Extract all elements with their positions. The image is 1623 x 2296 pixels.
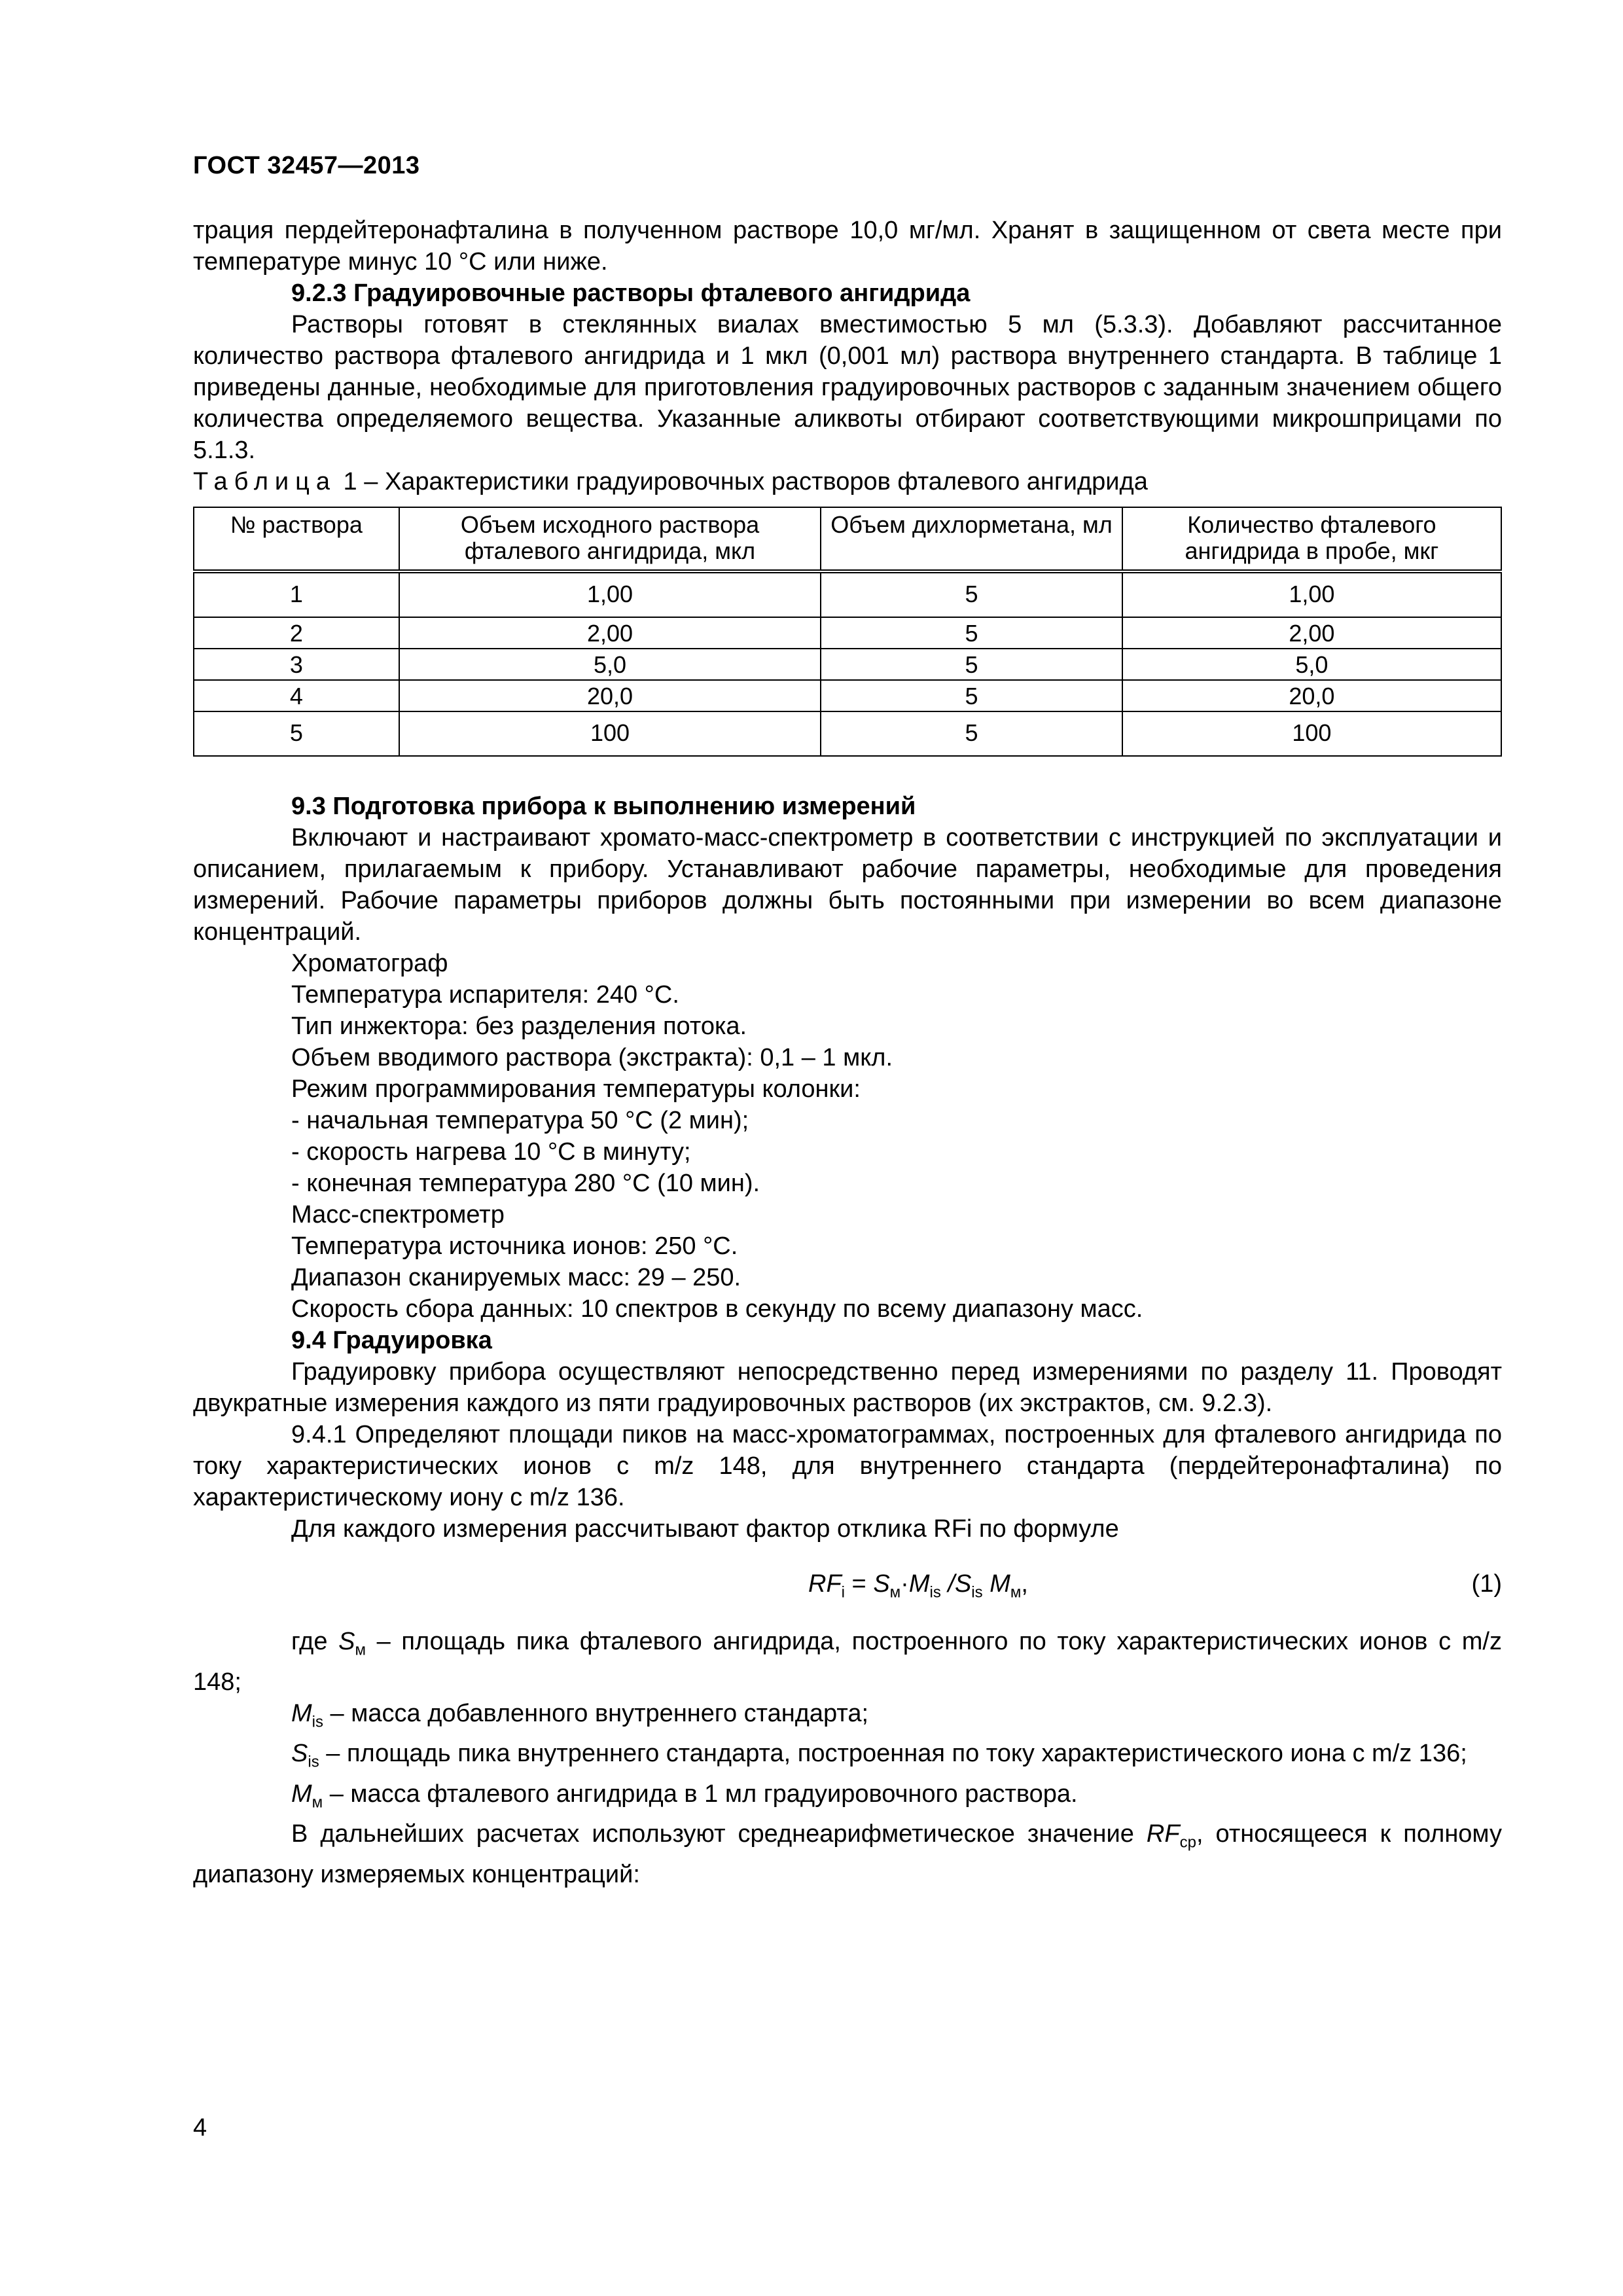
definition-item: где $S_м$ – площадь пика фталевого ангидрида, построенного по току характеристических ионов с m/z 148; — [193, 1628, 1502, 1696]
formula-intro: Для каждого измерения рассчитывают фактор отклика RFi по формуле — [291, 1515, 1119, 1543]
param-line: - конечная температура 280 °С (10 мин). — [291, 1170, 760, 1197]
table-caption — [193, 466, 1502, 497]
table-cell: 100 — [399, 711, 821, 756]
final-paragraph: В дальнейших расчетах используют среднеарифметическое значение $RF_{ср}$, относящееся к полному диапазону измеряемых концентраций: — [193, 1820, 1502, 1888]
table-row — [194, 617, 1501, 649]
table-row — [194, 680, 1501, 711]
table-cell: 5 — [821, 649, 1122, 680]
table-cell: 5 — [821, 680, 1122, 711]
calibration-table — [193, 507, 1502, 757]
table-cell: 1 — [194, 571, 399, 617]
table-cell: 4 — [194, 680, 399, 711]
section-text-9-4: Градуировку прибора осуществляют непосредственно перед измерениями по разделу 11. Проводят двукратные измерения каждого из пяти градуировочных растворов (их экстрактов, см. 9.2.3). — [193, 1358, 1502, 1417]
table-cell: 2,00 — [1122, 617, 1501, 649]
section-text-9-2-3: Растворы готовят в стеклянных виалах вместимостью 5 мл (5.3.3). Добавляют рассчитанное количество раствора фталевого ангидрида и 1 мкл (0,001 мл) раствора внутреннего стандарта. В таблице 1 приведены данные, необходимые для приготовления градуировочных растворов с заданным значением общего количества определяемого вещества. Указанные аликвоты отбирают соответствующими микрошприцами по 5.1.3. — [193, 311, 1502, 464]
table-row — [194, 711, 1501, 756]
param-line: Диапазон сканируемых масс: 29 – 250. — [291, 1264, 741, 1291]
table-cell: 1,00 — [1122, 571, 1501, 617]
definition-item: $M_м$ – масса фталевого ангидрида в 1 мл градуировочного раствора. — [291, 1780, 1078, 1812]
table-cell: 2 — [194, 617, 399, 649]
table-header-cell: № раствора — [194, 507, 399, 571]
param-line: Тип инжектора: без разделения потока. — [291, 1013, 747, 1040]
formula-number: (1) — [1471, 1570, 1502, 1598]
document-body — [193, 215, 1502, 1890]
param-line: Скорость сбора данных: 10 спектров в секунду по всему диапазону масс. — [291, 1295, 1143, 1323]
intro-paragraph: трация пердейтеронафталина в полученном растворе 10,0 мг/мл. Хранят в защищенном от света месте при температуре минус 10 °С или ниже. — [193, 217, 1502, 276]
table-caption-word: Таблица — [193, 468, 336, 495]
page-number: 4 — [193, 2114, 207, 2142]
table-header-cell: Объем исходного раствора фталевого ангидрида, мкл — [399, 507, 821, 571]
table-row — [194, 571, 1501, 617]
table-cell: 5 — [821, 617, 1122, 649]
param-line: Хроматограф — [291, 950, 448, 977]
param-line: Режим программирования температуры колонки: — [291, 1075, 861, 1103]
table-header-row — [194, 507, 1501, 571]
definition-item: $S_{is}$ – площадь пика внутреннего стандарта, построенная по току характеристического иона с m/z 136; — [291, 1740, 1467, 1771]
response-factor-formula: $RF_i = S_м\cdot M_{is}$ $/S_{is}$ $M_м$, — [808, 1570, 1028, 1602]
table-cell: 2,00 — [399, 617, 821, 649]
table-cell: 3 — [194, 649, 399, 680]
document-header: ГОСТ 32457—2013 — [193, 152, 420, 179]
param-line: - скорость нагрева 10 °С в минуту; — [291, 1138, 691, 1166]
table-row — [194, 649, 1501, 680]
section-heading-9-2-3: 9.2.3 Градуировочные растворы фталевого ангидрида — [291, 279, 971, 307]
section-heading-9-3: 9.3 Подготовка прибора к выполнению измерений — [291, 793, 916, 820]
table-cell: 5 — [821, 571, 1122, 617]
param-line: - начальная температура 50 °С (2 мин); — [291, 1107, 749, 1134]
section-text-9-3: Включают и настраивают хромато-масс-спектрометр в соответствии с инструкцией по эксплуатации и описанием, прилагаемым к прибору. Устанавливают рабочие параметры, необходимые для проведения измерений. Рабочие параметры приборов должны быть постоянными при измерении во всем диапазоне концентраций. — [193, 824, 1502, 946]
formula-block — [193, 1562, 1502, 1609]
table-cell: 5,0 — [1122, 649, 1501, 680]
table-caption-title: 1 – Характеристики градуировочных растворов фталевого ангидрида — [336, 468, 1148, 495]
table-cell: 20,0 — [399, 680, 821, 711]
table-cell: 5 — [194, 711, 399, 756]
param-line: Объем вводимого раствора (экстракта): 0,1 – 1 мкл. — [291, 1044, 893, 1071]
table-cell: 5,0 — [399, 649, 821, 680]
table-cell: 20,0 — [1122, 680, 1501, 711]
param-line: Масс-спектрометр — [291, 1201, 505, 1229]
section-heading-9-4: 9.4 Градуировка — [291, 1327, 492, 1354]
table-header-cell: Объем дихлорметана, мл — [821, 507, 1122, 571]
table-cell: 1,00 — [399, 571, 821, 617]
table-cell: 100 — [1122, 711, 1501, 756]
param-line: Температура источника ионов: 250 °С. — [291, 1232, 738, 1260]
table-cell: 5 — [821, 711, 1122, 756]
table-header-cell: Количество фталевого ангидрида в пробе, мкг — [1122, 507, 1501, 571]
section-text-9-4-1: 9.4.1 Определяют площади пиков на масс-хроматограммах, построенных для фталевого ангидрида по току характеристических ионов с m/z 148, для внутреннего стандарта (пердейтеронафталина) по характеристическому иону с m/z 136. — [193, 1421, 1502, 1511]
param-line: Температура испарителя: 240 °С. — [291, 981, 679, 1009]
definition-item: $M_{is}$ – масса добавленного внутреннего стандарта; — [291, 1699, 869, 1731]
